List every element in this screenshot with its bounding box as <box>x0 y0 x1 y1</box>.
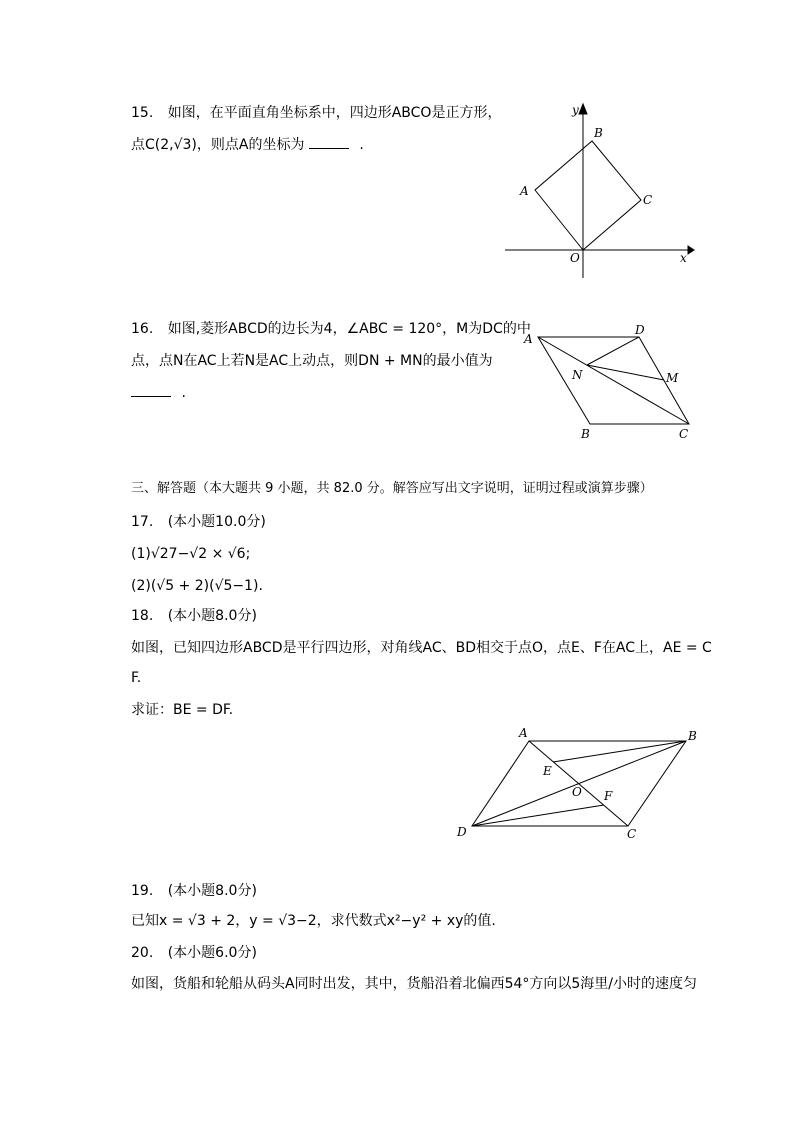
q15-label-x: x <box>680 251 687 265</box>
q19-header <box>131 882 257 900</box>
q20-score: (本小题6.0分) <box>167 945 257 961</box>
q17-part1: (1)√27−√2 × √6; <box>131 546 251 562</box>
q16-label-N: N <box>572 368 583 382</box>
q18-segment-BE <box>553 741 686 762</box>
q20-number: 20. <box>131 945 154 961</box>
q16-period: . <box>181 385 186 401</box>
q15-label-A: A <box>520 184 529 198</box>
q15-number: 15. <box>131 105 154 121</box>
q15-label-B: B <box>594 126 603 140</box>
q16-label-C: C <box>679 427 689 441</box>
q18-label-F: F <box>604 789 613 803</box>
q18-label-D: D <box>457 825 467 839</box>
q16-number: 16. <box>131 321 154 337</box>
q15-label-C: C <box>643 193 653 207</box>
q16-label-D: D <box>635 323 645 337</box>
q16-label-B: B <box>581 427 590 441</box>
q18-label-O: O <box>572 785 582 799</box>
q18-label-A: A <box>519 726 528 740</box>
q18-score: (本小题8.0分) <box>167 608 257 624</box>
q16-text1: 如图,菱形ABCD的边长为4，∠ABC = 120°，M为DC的中 <box>167 321 531 337</box>
q18-number: 18. <box>131 608 154 624</box>
q18-label-E: E <box>543 764 552 778</box>
q15-period: . <box>359 137 364 153</box>
q17-part2: (2)(√5 + 2)(√5−1). <box>131 578 263 594</box>
q18-diagonal-BD <box>472 741 686 826</box>
q19-number: 19. <box>131 883 154 899</box>
q17-score: (本小题10.0分) <box>167 514 266 530</box>
q18-label-B: B <box>688 729 697 743</box>
section3-heading: 三、解答题（本大题共 9 小题，共 82.0 分。解答应写出文字说明，证明过程或演算步骤） <box>131 481 653 496</box>
q19-score: (本小题8.0分) <box>167 883 257 899</box>
q16-label-M: M <box>666 371 679 385</box>
q18-line2: F. <box>131 670 142 686</box>
q19-line1: 已知x = √3 + 2，y = √3−2，求代数式x²−y² + xy的值. <box>131 913 496 929</box>
q16-text2: 点，点N在AC上若N是AC上动点，则DN + MN的最小值为 <box>131 353 493 369</box>
q15-label-y: y <box>572 103 579 117</box>
q15-text2: 点C(2,√3)，则点A的坐标为 <box>131 137 305 153</box>
q16-label-A: A <box>524 332 533 346</box>
q20-line1: 如图，货船和轮船从码头A同时出发，其中，货船沿着北偏西54°方向以5海里/小时的速度匀 <box>131 976 698 992</box>
q20-header <box>131 944 257 962</box>
q18-line3: 求证：BE = DF. <box>131 702 234 718</box>
q15-text1: 如图，在平面直角坐标系中，四边形ABCO是正方形， <box>167 105 502 121</box>
q18-label-C: C <box>627 827 637 841</box>
q17-number: 17. <box>131 514 154 530</box>
q18-line1: 如图，已知四边形ABCD是平行四边形，对角线AC、BD相交于点O，点E、F在AC上，AE = C <box>131 640 712 656</box>
q15-label-O: O <box>570 251 580 265</box>
q18-segment-DF <box>472 805 604 826</box>
